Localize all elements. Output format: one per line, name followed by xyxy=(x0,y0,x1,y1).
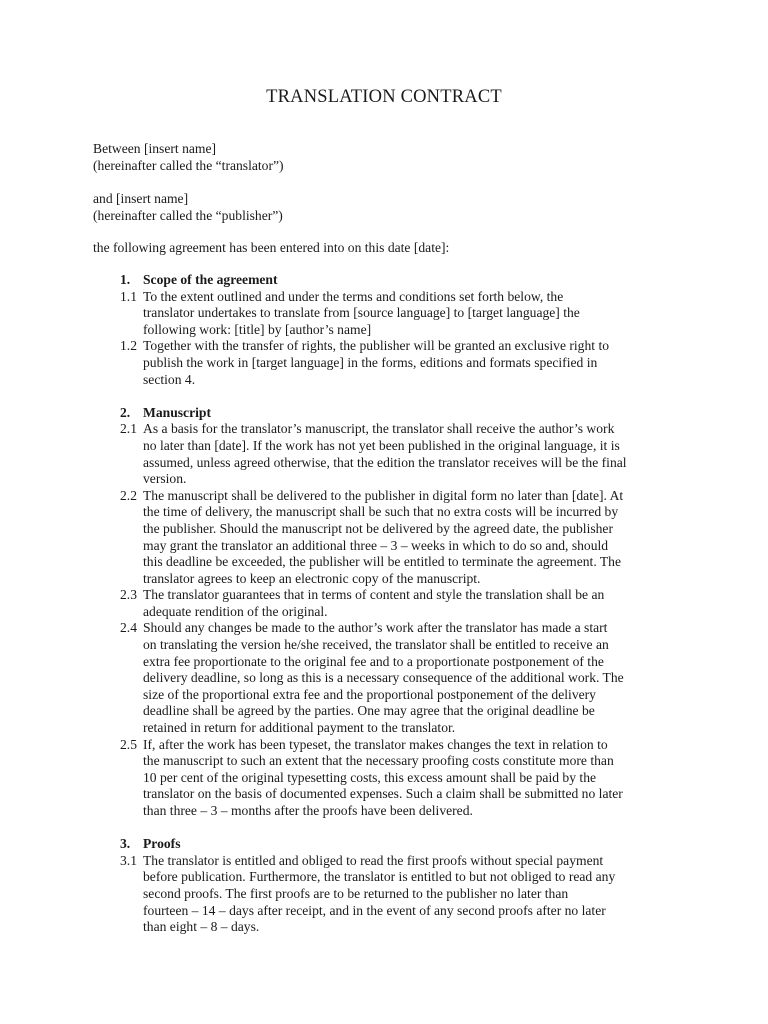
clause-text-line: delivery deadline, so long as this is a necessary consequence of the additional work. The xyxy=(143,670,624,686)
clause xyxy=(120,338,680,388)
translator-note: (hereinafter called the “translator”) xyxy=(93,157,284,173)
clause-number: 2.3 xyxy=(120,587,137,603)
clause xyxy=(120,853,680,936)
party-publisher xyxy=(93,191,693,224)
party-translator xyxy=(93,141,693,174)
section-1 xyxy=(120,272,680,388)
clause-text-line: than eight – 8 – days. xyxy=(143,919,260,935)
clause-number: 2.1 xyxy=(120,421,137,437)
agreement-line: the following agreement has been entered into on this date [date]: xyxy=(93,240,450,255)
document-title: TRANSLATION CONTRACT xyxy=(266,87,502,107)
clause xyxy=(120,620,680,736)
clause xyxy=(120,289,680,339)
clause-text-line: the publisher. Should the manuscript not be delivered by the agreed date, the publisher xyxy=(143,520,613,536)
clause xyxy=(120,737,680,820)
section-heading xyxy=(120,405,680,422)
clause xyxy=(120,587,680,620)
clause-text-line: 10 per cent of the original typesetting costs, this excess amount shall be paid by the xyxy=(143,769,597,785)
clause-text-line: publish the work in [target language] in the forms, editions and formats specified in xyxy=(143,354,598,370)
clause-text-line: following work: [title] by [author’s name] xyxy=(143,321,372,337)
clause-text-line: on translating the version he/she received, the translator shall be entitled to receive an xyxy=(143,637,609,653)
clause-text-line: translator agrees to keep an electronic copy of the manuscript. xyxy=(143,570,481,586)
clause-text-line: assumed, unless agreed otherwise, that the edition the translator receives will be the final xyxy=(143,454,627,470)
clause-text-line: version. xyxy=(143,471,187,487)
between-line: Between [insert name] xyxy=(93,141,217,156)
section-2 xyxy=(120,405,680,820)
contract-sections xyxy=(120,272,680,952)
section-heading-text: Scope of the agreement xyxy=(143,272,278,287)
clause-text-line: retained in return for additional payment to the translator. xyxy=(143,720,456,736)
clause-number: 3.1 xyxy=(120,852,137,868)
section-number: 2. xyxy=(120,404,131,420)
section-number: 3. xyxy=(120,836,131,852)
clause-text-line: size of the proportional extra fee and the proportional postponement of the delivery xyxy=(143,686,596,702)
clause-text-line: fourteen – 14 – days after receipt, and in the event of any second proofs after no later xyxy=(143,902,606,918)
clause-text-line: the time of delivery, the manuscript shall be such that no extra costs will be incurred by xyxy=(143,504,619,520)
clause-text-line: no later than [date]. If the work has not yet been published in the original language, it is xyxy=(143,437,620,453)
clause-text-line: may grant the translator an additional three – 3 – weeks in which to do so and, should xyxy=(143,537,609,553)
clause-text-line: before publication. Furthermore, the translator is entitled to but not obliged to read any xyxy=(143,869,616,885)
clause-number: 1.2 xyxy=(120,338,137,354)
section-heading xyxy=(120,836,680,853)
clause xyxy=(120,421,680,487)
clause-text-line: deadline shall be agreed by the parties. One may agree that the original deadline be xyxy=(143,703,595,719)
clause-text-line: Should any changes be made to the author’s work after the translator has made a start xyxy=(143,620,608,636)
clause-text-line: second proofs. The first proofs are to be returned to the publisher no later than xyxy=(143,885,569,901)
clause-text-line: If, after the work has been typeset, the translator makes changes the text in relation to xyxy=(143,736,608,752)
clause-number: 2.2 xyxy=(120,487,137,503)
clause-text-line: this deadline be exceeded, the publisher will be entitled to terminate the agreement. The xyxy=(143,554,621,570)
clause-number: 2.4 xyxy=(120,620,137,636)
clause-text-line: The translator guarantees that in terms of content and style the translation shall be an xyxy=(143,587,605,603)
clause-text-line: Together with the transfer of rights, the publisher will be granted an exclusive right to xyxy=(143,338,610,354)
clause-text-line: As a basis for the translator’s manuscript, the translator shall receive the author’s work xyxy=(143,421,615,437)
clause-text-line: adequate rendition of the original. xyxy=(143,603,328,619)
and-line: and [insert name] xyxy=(93,191,189,206)
clause-text-line: than three – 3 – months after the proofs have been delivered. xyxy=(143,803,473,818)
section-heading-text: Proofs xyxy=(143,836,181,852)
clause xyxy=(120,488,680,588)
clause-text-line: The manuscript shall be delivered to the publisher in digital form no later than [date]. At xyxy=(143,487,624,503)
publisher-note: (hereinafter called the “publisher”) xyxy=(93,207,283,223)
clause-text-line: extra fee proportionate to the original fee and to a proportionate postponement of the xyxy=(143,653,604,669)
clause-text-line: translator undertakes to translate from [source language] to [target language] the xyxy=(143,305,580,321)
section-heading xyxy=(120,272,680,289)
clause-number: 1.1 xyxy=(120,288,137,304)
clause-text-line: the manuscript to such an extent that the necessary proofing costs constitute more than xyxy=(143,753,614,769)
clause-text-line: The translator is entitled and obliged to read the first proofs without special payment xyxy=(143,852,604,868)
section-3 xyxy=(120,836,680,936)
clause-number: 2.5 xyxy=(120,736,137,752)
clause-text-line: section 4. xyxy=(143,371,196,387)
agreement-statement xyxy=(93,240,693,257)
clause-text-line: translator on the basis of documented expenses. Such a claim shall be submitted no later xyxy=(143,786,623,802)
section-heading-text: Manuscript xyxy=(143,404,211,420)
section-number: 1. xyxy=(120,272,131,287)
clause-text-line: To the extent outlined and under the terms and conditions set forth below, the xyxy=(143,288,564,304)
